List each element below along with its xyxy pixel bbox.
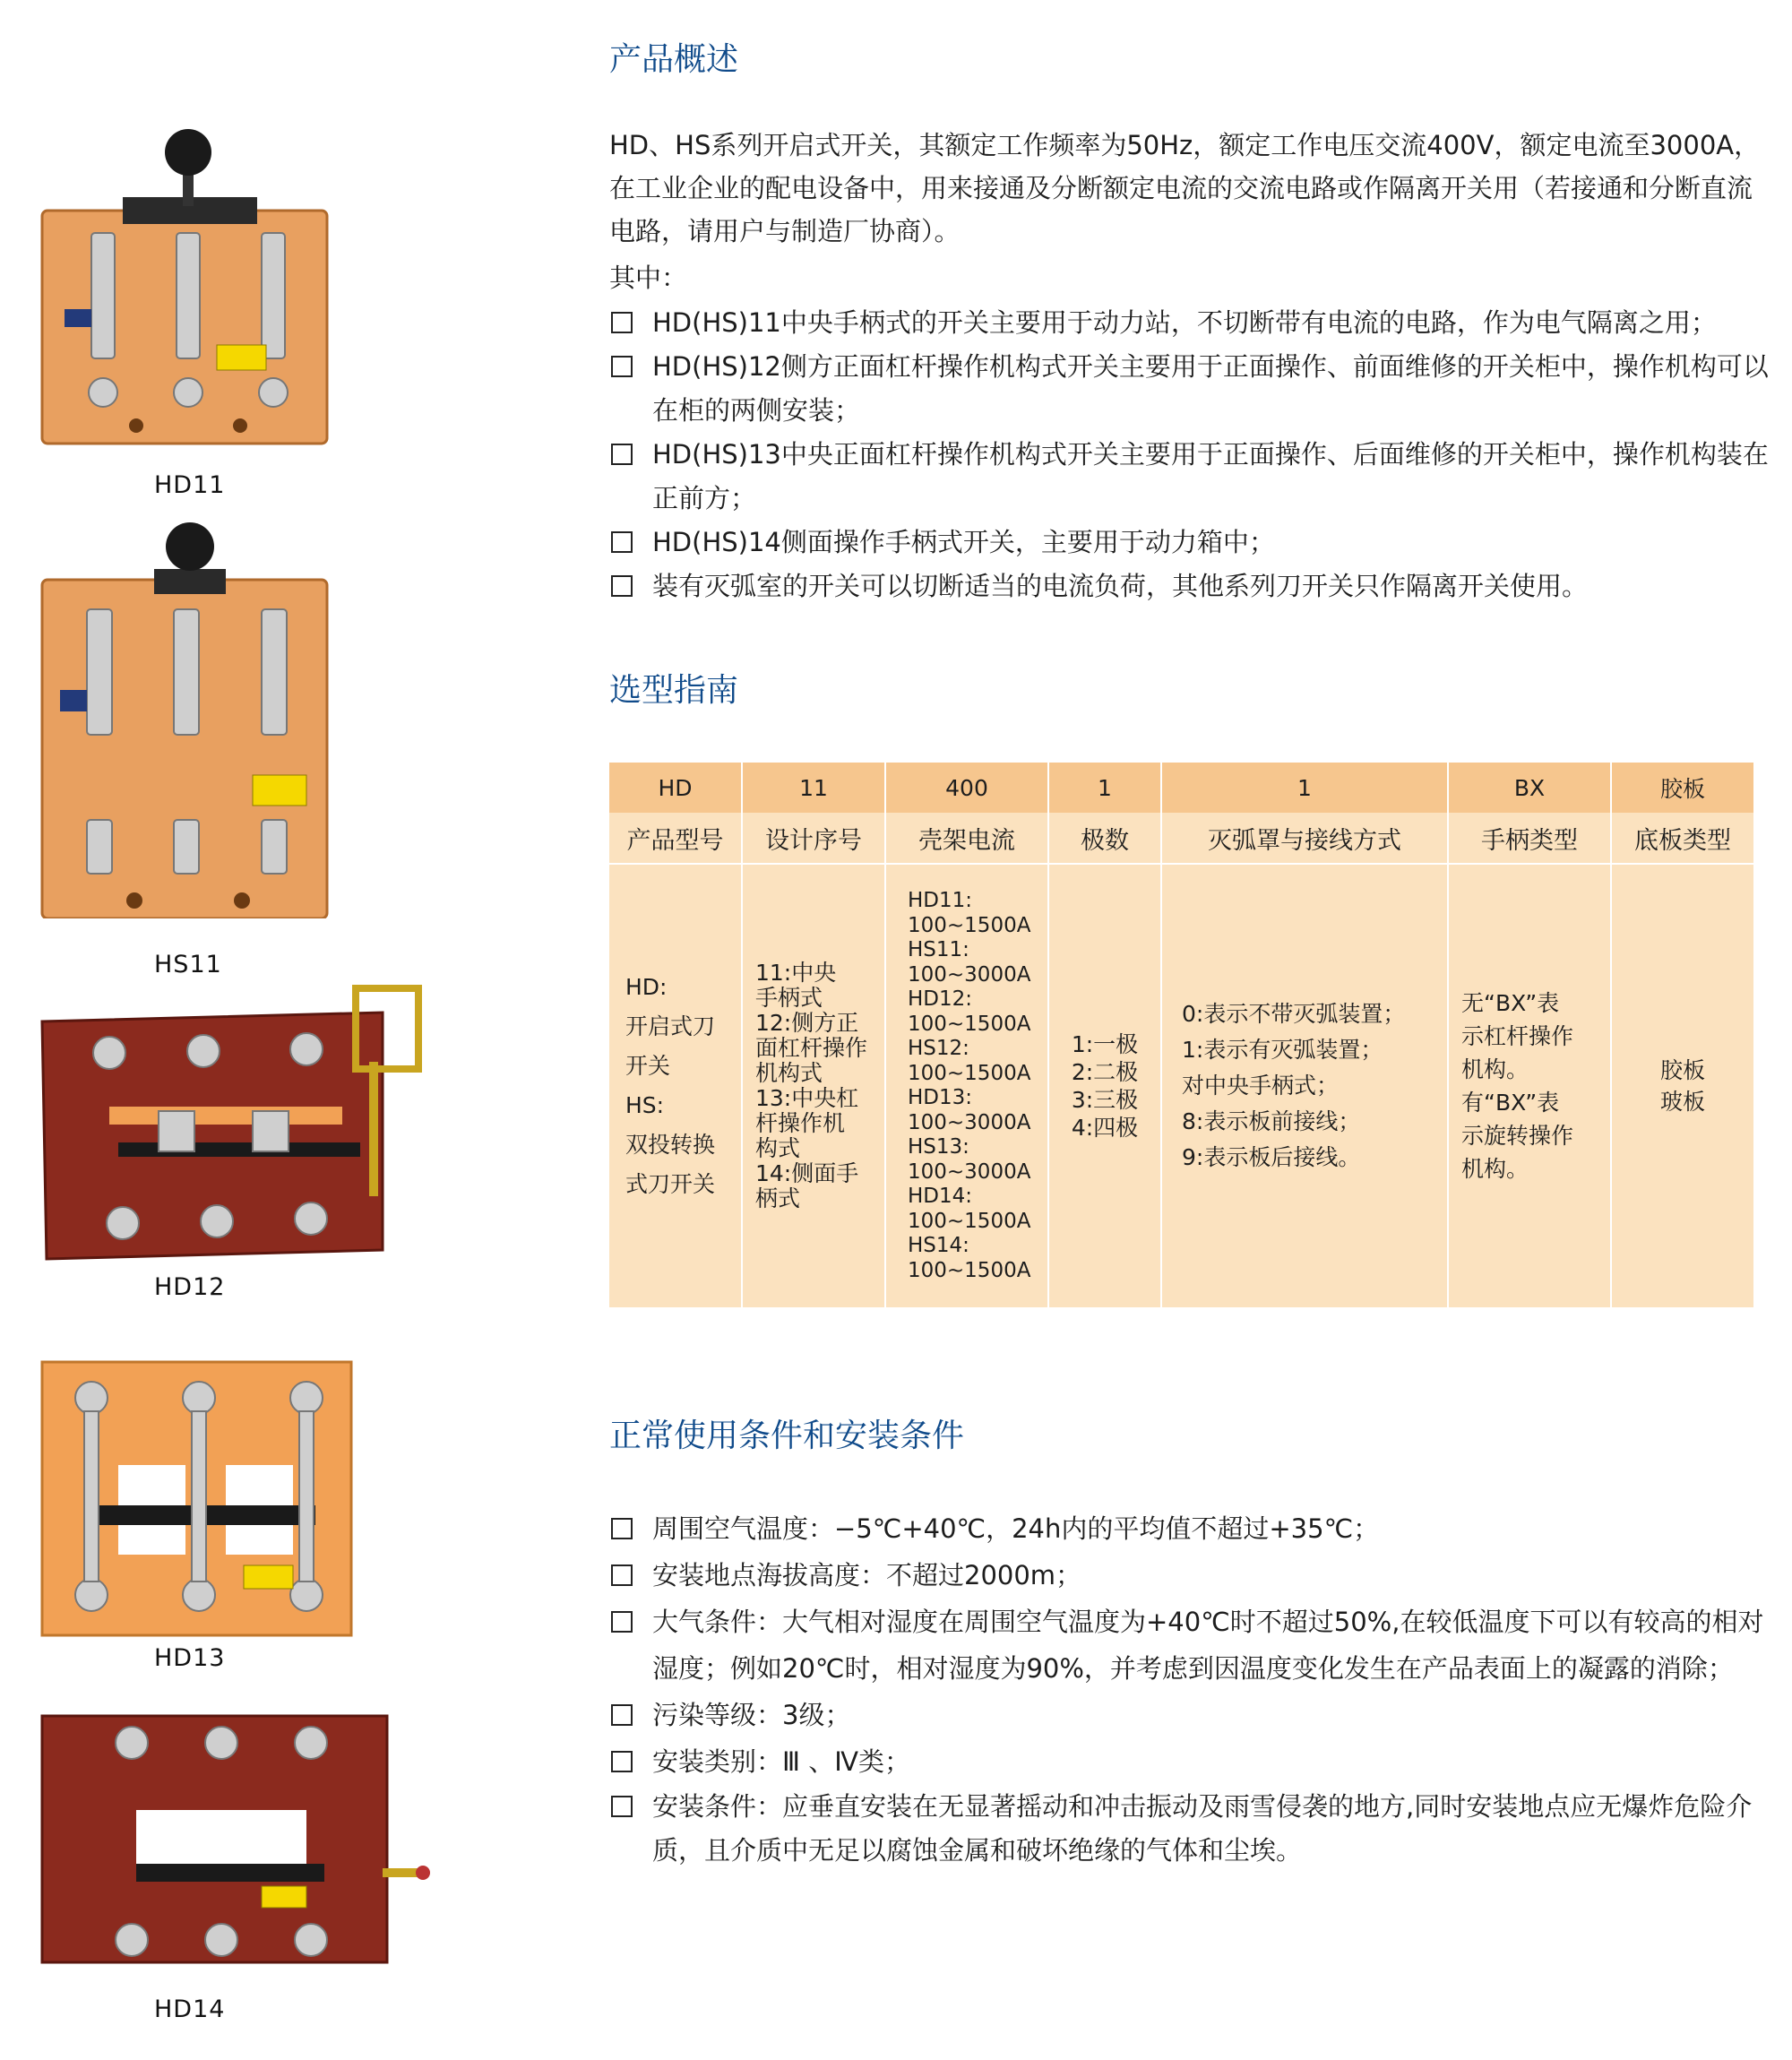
list-item-text: HD(HS)13中央正面杠杆操作机构式开关主要用于正面操作、后面维修的开关柜中，操作机构装在正前方；: [652, 439, 1769, 513]
header-cell: 设计序号: [742, 813, 885, 864]
list-item: [609, 521, 1783, 565]
product-caption: HD12: [154, 1273, 226, 1301]
list-item: [609, 565, 1783, 608]
checkbox-icon: [611, 1518, 633, 1539]
list-item: [609, 1505, 1783, 1552]
header-cell: 底板类型: [1611, 813, 1753, 864]
list-item-text: 装有灭弧室的开关可以切断适当的电流负荷，其他系列刀开关只作隔离开关使用。: [652, 571, 1589, 601]
hd13-switch-image: [38, 1358, 360, 1644]
list-item: [609, 1692, 1783, 1738]
product-caption: HS11: [154, 951, 222, 978]
hd14-switch-image: [38, 1711, 432, 1980]
list-item: [609, 1552, 1783, 1599]
conditions-title: 正常使用条件和安装条件: [609, 1418, 965, 1454]
checkbox-icon: [611, 356, 633, 377]
checkbox-icon: [611, 1611, 633, 1633]
product-hd14: [38, 1711, 432, 2052]
hs11-switch-image: [38, 515, 333, 918]
header-row: [609, 813, 1753, 864]
list-item: [609, 1738, 1783, 1785]
list-item-text: HD(HS)12侧方正面杠杆操作机构式开关主要用于正面操作、前面维修的开关柜中，操作机构可以在柜的两侧安装；: [652, 351, 1769, 426]
detail-cell: 0:表示不带灭弧装置； 1:表示有灭弧装置； 对中央手柄式； 8:表示板前接线； 9:表示板后接线。: [1182, 1001, 1406, 1170]
detail-cell: HD11: 100~1500A HS11: 100~3000A HD12: 100~1500A HS12: 100~1500A HD13: 100~3000A HS13: 100~3000A HD14: 100~1500A HS14: 100~1500A: [908, 889, 1031, 1282]
checkbox-icon: [611, 1751, 633, 1772]
list-item-text: 安装条件：应垂直安装在无显著摇动和冲击振动及雨雪侵袭的地方,同时安装地点应无爆炸危险介质，且介质中无足以腐蚀金属和破坏绝缘的气体和尘埃。: [652, 1791, 1753, 1866]
code-cell: 11: [742, 763, 885, 813]
code-row: [609, 763, 1753, 813]
detail-cell: 1:一极 2:二极 3:三极 4:四极: [1071, 1031, 1139, 1141]
product-hd12: [38, 981, 432, 1322]
product-hd11: [38, 125, 432, 502]
product-caption: HD14: [154, 1995, 226, 2023]
detail-cell: HD: 开启式刀 开关 HS: 双投转换 式刀开关: [625, 974, 716, 1197]
detail-row: [609, 864, 1753, 1307]
overview-list: [609, 301, 1783, 608]
header-cell: 产品型号: [609, 813, 742, 864]
conditions-list: [609, 1505, 1783, 1873]
list-item: [609, 301, 1783, 345]
checkbox-icon: [611, 1796, 633, 1817]
header-cell: 壳架电流: [885, 813, 1048, 864]
detail-cell: 11:中央 手柄式 12:侧方正 面杠杆操作 机构式 13:中央杠 杆操作机 构式 14:侧面手 柄式: [755, 960, 868, 1211]
list-item: [609, 345, 1783, 433]
checkbox-icon: [611, 1704, 633, 1726]
header-cell: 手柄类型: [1448, 813, 1611, 864]
list-item: [609, 433, 1783, 521]
product-hd13: [38, 1358, 432, 1689]
list-item-text: 安装地点海拔高度：不超过2000m；: [652, 1560, 1082, 1590]
hd12-switch-image: [38, 981, 432, 1268]
product-hs11: [38, 515, 432, 978]
code-cell: 1: [1048, 763, 1161, 813]
checkbox-icon: [611, 531, 633, 553]
detail-cell: 胶板 玻板: [1659, 1057, 1705, 1115]
checkbox-icon: [611, 444, 633, 465]
hd11-switch-image: [38, 125, 333, 448]
list-item-text: 大气条件：大气相对湿度在周围空气温度为+40℃时不超过50%,在较低温度下可以有较高的相对湿度；例如20℃时，相对湿度为90%，并考虑到因温度变化发生在产品表面上的凝露的消除；: [652, 1607, 1764, 1684]
list-item-text: 安装类别：Ⅲ 、Ⅳ类；: [652, 1746, 910, 1777]
code-cell: HD: [609, 763, 742, 813]
checkbox-icon: [611, 1564, 633, 1586]
list-item-text: HD(HS)14侧面操作手柄式开关，主要用于动力箱中；: [652, 527, 1275, 557]
overview-title: 产品概述: [609, 41, 739, 78]
overview-intro: 其中：: [609, 263, 688, 293]
code-cell: 1: [1161, 763, 1448, 813]
list-item: [609, 1599, 1783, 1692]
detail-cell: 无“BX”表 示杠杆操作 机构。 有“BX”表 示旋转操作 机构。: [1461, 990, 1574, 1182]
product-caption: HD11: [154, 471, 226, 499]
checkbox-icon: [611, 575, 633, 597]
header-cell: 极数: [1048, 813, 1161, 864]
selection-guide-table: [609, 763, 1753, 1307]
code-cell: BX: [1448, 763, 1611, 813]
header-cell: 灭弧罩与接线方式: [1161, 813, 1448, 864]
code-cell: 胶板: [1611, 763, 1753, 813]
list-item-text: 周围空气温度：−5℃+40℃，24h内的平均值不超过+35℃；: [652, 1513, 1380, 1544]
list-item-text: 污染等级：3级；: [652, 1700, 851, 1730]
overview-paragraph: HD、HS系列开启式开关，其额定工作频率为50Hz，额定工作电压交流400V，额定电流至3000A，在工业企业的配电设备中，用来接通及分断额定电流的交流电路或作隔离开关用（若接通和分断直流电路，请用户与制造厂协商）。: [609, 130, 1761, 246]
checkbox-icon: [611, 312, 633, 333]
code-cell: 400: [885, 763, 1048, 813]
product-caption: HD13: [154, 1644, 226, 1672]
guide-title: 选型指南: [609, 672, 739, 709]
list-item: [609, 1785, 1783, 1873]
list-item-text: HD(HS)11中央手柄式的开关主要用于动力站，不切断带有电流的电路，作为电气隔离之用；: [652, 307, 1717, 338]
